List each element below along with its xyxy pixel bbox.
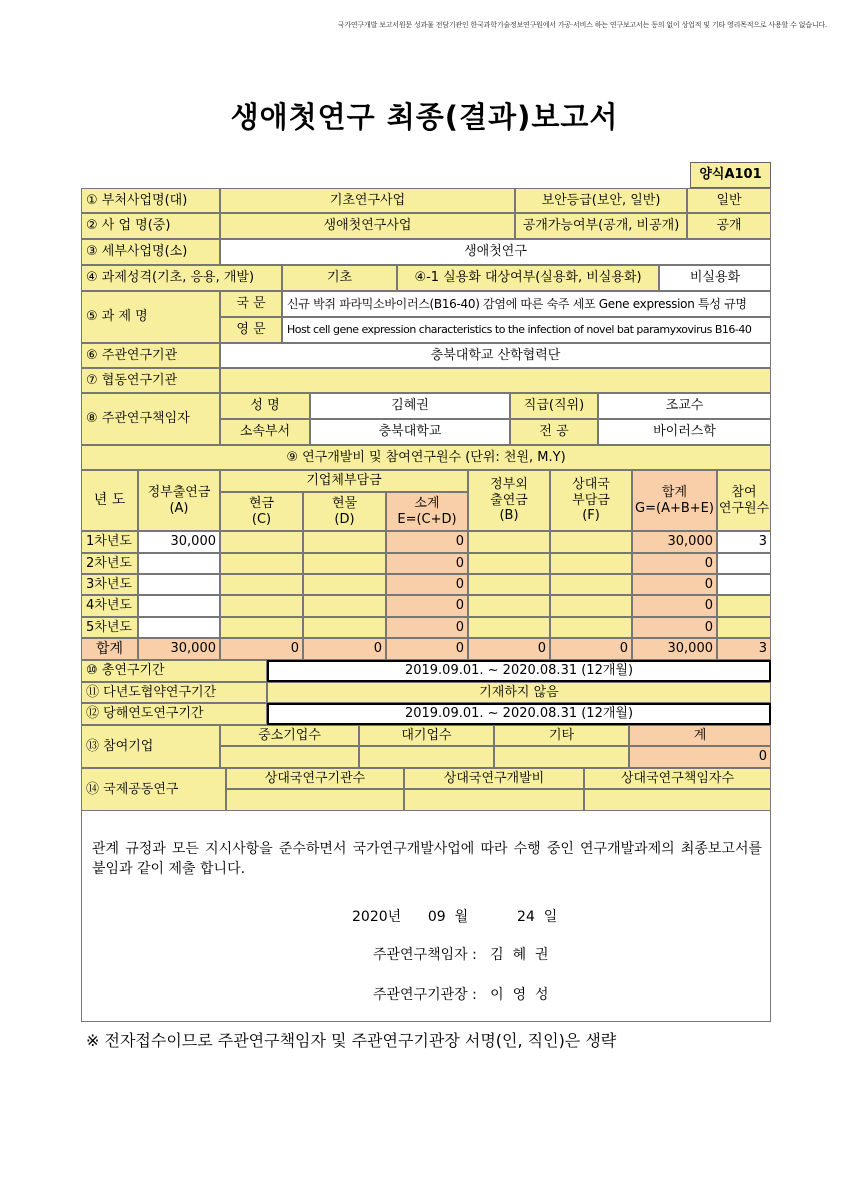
cell-other-fund xyxy=(468,553,550,574)
header-researchers: 참여 연구원수 xyxy=(717,470,771,531)
header-large-companies: 대기업수 xyxy=(359,725,494,746)
value-ministry-program: 기초연구사업 xyxy=(220,188,515,213)
cell-total: 0 xyxy=(632,574,717,595)
signature-institution-head: 주관연구기관장 : 이 영 성 xyxy=(373,987,549,1003)
cell-year: 5차년도 xyxy=(81,617,138,638)
cell-in-kind xyxy=(303,595,386,617)
header-year: 년 도 xyxy=(81,470,138,531)
table-row xyxy=(81,553,771,574)
cell-partner-fund xyxy=(550,595,632,617)
header-companies-total: 계 xyxy=(629,725,771,746)
cell-researchers xyxy=(717,553,771,574)
header-partner-institutions: 상대국연구기관수 xyxy=(226,768,404,789)
cell-subtotal: 0 xyxy=(386,574,468,595)
table-row-total xyxy=(81,638,771,660)
cell-subtotal: 0 xyxy=(386,531,468,553)
value-subprogram: 생애첫연구 xyxy=(220,239,771,265)
page-title: 생애첫연구 최종(결과)보고서 xyxy=(230,100,619,134)
table-row xyxy=(81,617,771,638)
cell-researchers: 3 xyxy=(717,638,771,660)
cell-partner-fund xyxy=(550,553,632,574)
cell-cash xyxy=(220,617,303,638)
header-cash: 현금 (C) xyxy=(220,492,303,531)
value-name: 김혜권 xyxy=(310,393,510,419)
value-department: 충북대학교 xyxy=(310,419,510,445)
cell-cash xyxy=(220,574,303,595)
cell-gov-fund xyxy=(138,553,220,574)
header-subtotal: 소계 E=(C+D) xyxy=(386,492,468,531)
label-title-korean: 국 문 xyxy=(220,291,282,317)
cell-gov-fund xyxy=(138,595,220,617)
label-name: 성 명 xyxy=(220,393,310,419)
value-program-name: 생애첫연구사업 xyxy=(220,213,515,239)
cell-year: 4차년도 xyxy=(81,595,138,617)
header-partner-fund: 상대국 부담금 (F) xyxy=(550,470,632,531)
value-large-companies xyxy=(359,746,494,768)
cell-in-kind xyxy=(303,553,386,574)
cell-gov-fund: 30,000 xyxy=(138,531,220,553)
cell-subtotal: 0 xyxy=(386,638,468,660)
cell-total: 0 xyxy=(632,617,717,638)
label-practical-use: ④-1 실용화 대상여부(실용화, 비실용화) xyxy=(397,265,659,291)
copyright-notice: 국가연구개발 보고서원문 성과물 전담기관인 한국과학기술정보연구원에서 가공·서비스 하는 연구보고서는 동의 없이 상업적 및 기타 영리목적으로 사용할 수 없습니다. xyxy=(337,21,827,29)
cell-total: 0 xyxy=(632,553,717,574)
cell-researchers xyxy=(717,574,771,595)
value-companies-total: 0 xyxy=(629,746,771,768)
value-disclosure: 공개 xyxy=(687,213,771,239)
cell-year: 3차년도 xyxy=(81,574,138,595)
value-partner-budget xyxy=(404,789,584,811)
cell-partner-fund xyxy=(550,531,632,553)
cell-other-fund xyxy=(468,531,550,553)
row-subprogram xyxy=(81,239,771,265)
value-current-period: 2019.09.01. ~ 2020.08.31 (12개월) xyxy=(267,703,771,725)
header-partner-investigators: 상대국연구책임자수 xyxy=(584,768,771,789)
label-participating-companies: ⑬ 참여기업 xyxy=(81,725,220,768)
cell-year: 2차년도 xyxy=(81,553,138,574)
form-code: 양식A101 xyxy=(690,162,771,188)
row-lead-institution xyxy=(81,343,771,368)
submission-statement: 관계 규정과 모든 지시사항을 준수하면서 국가연구개발사업에 따라 수행 중인 연구개발과제의 최종보고서를 붙임과 같이 제출 합니다. xyxy=(92,841,762,877)
cell-partner-fund xyxy=(550,617,632,638)
row-coop-institution xyxy=(81,368,771,393)
cell-gov-fund xyxy=(138,617,220,638)
cell-total: 0 xyxy=(632,595,717,617)
label-multiyear-period: ⑪ 다년도협약연구기간 xyxy=(81,682,267,703)
label-major: 전 공 xyxy=(510,419,598,445)
label-project-title: ⑤ 과 제 명 xyxy=(81,291,220,343)
header-other-companies: 기타 xyxy=(494,725,629,746)
label-project-type: ④ 과제성격(기초, 응용, 개발) xyxy=(81,265,282,291)
cell-total: 30,000 xyxy=(632,531,717,553)
value-multiyear-period: 기재하지 않음 xyxy=(267,682,771,703)
cell-researchers xyxy=(717,617,771,638)
cell-in-kind xyxy=(303,531,386,553)
label-total-period: ⑩ 총연구기간 xyxy=(81,660,267,682)
table-row xyxy=(81,531,771,553)
label-security-level: 보안등급(보안, 일반) xyxy=(515,188,687,213)
value-coop-institution xyxy=(220,368,771,393)
cell-in-kind: 0 xyxy=(303,638,386,660)
row-international-research xyxy=(81,768,771,811)
row-program-name xyxy=(81,213,771,239)
footnote: ※ 전자접수이므로 주관연구책임자 및 주관연구기관장 서명(인, 직인)은 생략 xyxy=(86,1031,617,1050)
value-small-companies xyxy=(220,746,359,768)
header-total: 합계 G=(A+B+E) xyxy=(632,470,717,531)
cell-subtotal: 0 xyxy=(386,595,468,617)
row-budget-title xyxy=(81,445,771,470)
cell-total: 30,000 xyxy=(632,638,717,660)
value-major: 바이러스학 xyxy=(598,419,771,445)
submission-statement-box xyxy=(81,810,771,1022)
value-lead-institution: 충북대학교 산학협력단 xyxy=(220,343,771,368)
row-participating-companies xyxy=(81,725,771,768)
cell-cash: 0 xyxy=(220,638,303,660)
cell-gov-fund: 30,000 xyxy=(138,638,220,660)
value-total-period: 2019.09.01. ~ 2020.08.31 (12개월) xyxy=(267,660,771,682)
label-principal-investigator: ⑧ 주관연구책임자 xyxy=(81,393,220,445)
table-row xyxy=(81,595,771,617)
header-other-fund: 정부외 출연금 (B) xyxy=(468,470,550,531)
cell-researchers: 3 xyxy=(717,531,771,553)
label-department: 소속부서 xyxy=(220,419,310,445)
label-coop-institution: ⑦ 협동연구기관 xyxy=(81,368,220,393)
label-international-research: ⑭ 국제공동연구 xyxy=(81,768,226,811)
budget-table-title: ⑨ 연구개발비 및 참여연구원수 (단위: 천원, M.Y) xyxy=(81,445,771,470)
label-position: 직급(직위) xyxy=(510,393,598,419)
cell-in-kind xyxy=(303,574,386,595)
value-practical-use: 비실용화 xyxy=(659,265,771,291)
signature-principal-investigator: 주관연구책임자 : 김 혜 권 xyxy=(373,947,549,963)
cell-cash xyxy=(220,595,303,617)
cell-subtotal: 0 xyxy=(386,617,468,638)
cell-gov-fund xyxy=(138,574,220,595)
label-program-name: ② 사 업 명(중) xyxy=(81,213,220,239)
row-project-type xyxy=(81,265,771,291)
header-small-companies: 중소기업수 xyxy=(220,725,359,746)
cell-cash xyxy=(220,553,303,574)
cell-other-fund xyxy=(468,617,550,638)
value-title-english: Host cell gene expression characteristics to the infection of novel bat paramyxovirus B16-40 xyxy=(282,317,771,343)
label-title-english: 영 문 xyxy=(220,317,282,343)
row-multiyear-period xyxy=(81,682,771,703)
row-project-title xyxy=(81,291,771,343)
submission-date: 2020년 09 월 24 일 xyxy=(352,909,558,925)
label-current-period: ⑫ 당해연도연구기간 xyxy=(81,703,267,725)
cell-researchers xyxy=(717,595,771,617)
row-current-period xyxy=(81,703,771,725)
value-other-companies xyxy=(494,746,629,768)
cell-partner-fund: 0 xyxy=(550,638,632,660)
table-row xyxy=(81,574,771,595)
header-partner-budget: 상대국연구개발비 xyxy=(404,768,584,789)
cell-subtotal: 0 xyxy=(386,553,468,574)
label-ministry-program: ① 부처사업명(대) xyxy=(81,188,220,213)
cell-other-fund xyxy=(468,595,550,617)
value-title-korean: 신규 박쥐 파라믹소바이러스(B16-40) 감염에 따른 숙주 세포 Gene expression 특성 규명 xyxy=(282,291,771,317)
cell-other-fund: 0 xyxy=(468,638,550,660)
value-security-level: 일반 xyxy=(687,188,771,213)
cell-year: 합계 xyxy=(81,638,138,660)
header-gov-fund: 정부출연금 (A) xyxy=(138,470,220,531)
cell-year: 1차년도 xyxy=(81,531,138,553)
header-in-kind: 현물 (D) xyxy=(303,492,386,531)
label-disclosure: 공개가능여부(공개, 비공개) xyxy=(515,213,687,239)
cell-in-kind xyxy=(303,617,386,638)
cell-other-fund xyxy=(468,574,550,595)
value-partner-institutions xyxy=(226,789,404,811)
cell-partner-fund xyxy=(550,574,632,595)
value-position: 조교수 xyxy=(598,393,771,419)
cell-cash xyxy=(220,531,303,553)
value-partner-investigators xyxy=(584,789,771,811)
row-total-period xyxy=(81,660,771,682)
row-principal-investigator xyxy=(81,393,771,445)
label-subprogram: ③ 세부사업명(소) xyxy=(81,239,220,265)
label-lead-institution: ⑥ 주관연구기관 xyxy=(81,343,220,368)
row-ministry-program xyxy=(81,188,771,213)
budget-table-header xyxy=(81,470,771,531)
header-enterprise-fund: 기업체부담금 xyxy=(220,470,468,492)
value-project-type: 기초 xyxy=(282,265,397,291)
